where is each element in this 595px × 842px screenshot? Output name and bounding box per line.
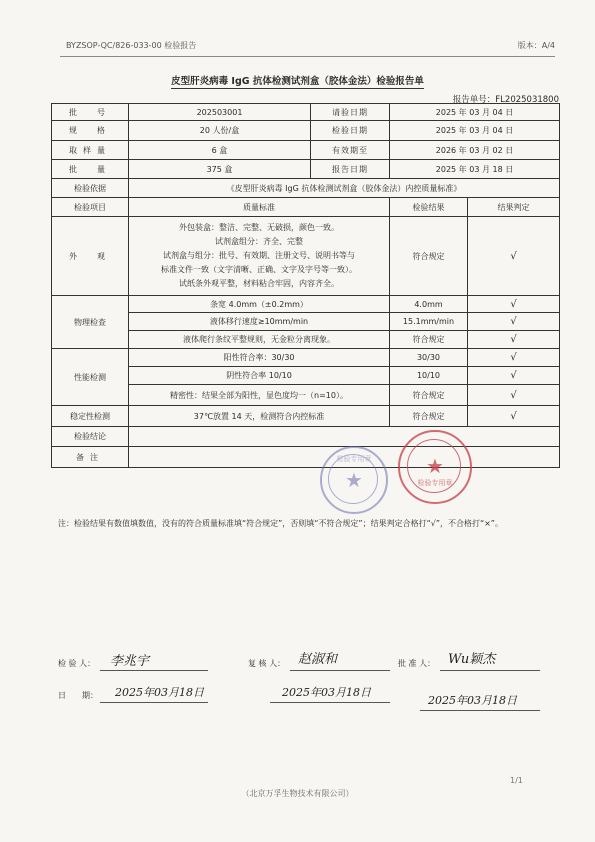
approver-date: 2025年03月18日 [428, 694, 517, 707]
standard-line: 标准文件一致（文字清晰、正确、文字及字号等一致）。 [161, 265, 357, 274]
appearance-judgement: √ [468, 217, 560, 296]
performance-standard: 阳性符合率：30/30 [129, 349, 390, 367]
performance-row [52, 367, 560, 385]
stability-result: 符合规定 [390, 406, 468, 427]
remarks-row [52, 447, 560, 468]
company-footer: （北京万孚生物技术有限公司） [241, 789, 354, 798]
report-number: 报告单号：FL2025031800 [452, 95, 559, 105]
seal-star-icon: ★ [345, 468, 363, 492]
inspector-date: 2025年03月18日 [115, 686, 204, 699]
performance-judgement: √ [468, 367, 560, 385]
col-result-header: 检验结果 [390, 198, 468, 217]
physical-result: 4.0mm [390, 296, 468, 313]
col-judgement-header: 结果判定 [468, 198, 560, 217]
approver-line [440, 670, 540, 671]
performance-result: 10/10 [390, 367, 468, 385]
group-label: 稳定性检测 [52, 406, 129, 427]
reviewer-date: 2025年03月18日 [282, 686, 371, 699]
request-date-value: 2025 年 03 月 04 日 [390, 104, 560, 121]
approver-signature: Wu颖杰 [448, 652, 496, 667]
physical-judgement: √ [468, 331, 560, 349]
physical-judgement: √ [468, 296, 560, 313]
group-label: 备注 [52, 447, 129, 468]
appearance-result: 符合规定 [390, 217, 468, 296]
batch-value: 202503001 [129, 104, 311, 121]
basis-label: 检验依据 [52, 179, 129, 198]
approver-label: 批 准 人： [398, 659, 436, 668]
physical-standard: 条宽 4.0mm（±0.2mm） [129, 296, 390, 313]
standard-line: 试剂盒组分：齐全、完整 [215, 237, 303, 246]
inspect-date-label: 检验日期 [311, 121, 390, 141]
info-row [52, 121, 560, 141]
group-label: 性能检测 [52, 349, 129, 406]
expiry-label: 有效期至 [311, 141, 390, 160]
request-date-label: 请验日期 [311, 104, 390, 121]
expiry-value: 2026 年 03 月 02 日 [390, 141, 560, 160]
basis-value: 《皮型肝炎病毒 IgG 抗体检测试剂盒（胶体金法）内控质量标准》 [129, 179, 560, 198]
report-date-label: 报告日期 [311, 160, 390, 179]
inspection-table [51, 103, 560, 468]
red-inspection-seal [398, 430, 472, 504]
inspector-signature: 李兆宇 [110, 654, 150, 669]
stability-row [52, 406, 560, 427]
doc-version: 版本：A/4 [517, 41, 555, 50]
inspector-label: 检 验 人： [58, 659, 96, 668]
group-label: 外 观 [52, 217, 129, 296]
lot-size-value: 375 盒 [129, 160, 311, 179]
physical-standard: 液体爬行条纹平整规则，无金粒分离现象。 [129, 331, 390, 349]
stability-judgement: √ [468, 406, 560, 427]
basis-row [52, 179, 560, 198]
seal-star-icon: ★ [426, 454, 444, 478]
col-standard-header: 质量标准 [129, 198, 390, 217]
stability-standard: 37℃放置 14 天，检测符合内控标准 [129, 406, 390, 427]
performance-judgement: √ [468, 349, 560, 367]
info-row [52, 160, 560, 179]
reviewer-label: 复 核 人： [248, 659, 286, 668]
conclusion-value [129, 427, 560, 447]
col-item-header: 检验项目 [52, 198, 129, 217]
page-number: 1/1 [510, 776, 523, 785]
inspect-date-value: 2025 年 03 月 04 日 [390, 121, 560, 141]
seal-text: 检验专用章 [336, 455, 372, 463]
physical-judgement: √ [468, 313, 560, 331]
appearance-standard [129, 217, 390, 296]
performance-standard: 精密性：结果全部为阳性，显色度均一（n=10）。 [129, 385, 390, 406]
standard-line: 试剂盒与组分：批号、有效期、注册文号、说明书等与 [163, 251, 355, 260]
sample-qty-label: 取样量 [52, 141, 129, 160]
reviewer-signature: 赵淑和 [298, 652, 338, 667]
performance-row [52, 385, 560, 406]
info-row [52, 141, 560, 160]
standard-line: 外包装盒：整洁、完整、无破损，颜色一致。 [179, 223, 339, 232]
performance-row [52, 349, 560, 367]
column-header-row [52, 198, 560, 217]
performance-standard: 阴性符合率 10/10 [129, 367, 390, 385]
lot-size-label: 批 量 [52, 160, 129, 179]
standard-line: 试纸条外观平整，材料粘合牢固，内容齐全。 [179, 279, 339, 288]
spec-label: 规 格 [52, 121, 129, 141]
sample-qty-value: 6 盒 [129, 141, 311, 160]
performance-result: 30/30 [390, 349, 468, 367]
report-date-value: 2025 年 03 月 18 日 [390, 160, 560, 179]
date-line [100, 702, 208, 703]
performance-result: 符合规定 [390, 385, 468, 406]
group-label: 检验结论 [52, 427, 129, 447]
batch-label: 批 号 [52, 104, 129, 121]
footnote: 注：检验结果有数值填数值，没有的符合质量标准填“符合规定”，否则填“不符合规定”；结果判定合格打“√”，不合格打“×”。 [58, 519, 503, 528]
spec-value: 20 人份/盒 [129, 121, 311, 141]
group-label: 物理检查 [52, 296, 129, 349]
seal-text: 检验专用章 [417, 479, 453, 487]
physical-row [52, 331, 560, 349]
physical-result: 符合规定 [390, 331, 468, 349]
inspector-line [100, 670, 208, 671]
doc-code: BYZSOP-QC/826-033-00 检验报告 [66, 41, 197, 50]
physical-standard: 液体移行速度≥10mm/min [129, 313, 390, 331]
date-line [420, 710, 540, 711]
info-row [52, 104, 560, 121]
report-title: 皮型肝炎病毒 IgG 抗体检测试剂盒（胶体金法）检验报告单 [171, 76, 424, 87]
physical-row [52, 313, 560, 331]
conclusion-row [52, 427, 560, 447]
date-line [270, 702, 390, 703]
date-label: 日 期： [58, 691, 98, 700]
performance-judgement: √ [468, 385, 560, 406]
appearance-row [52, 217, 560, 296]
blue-inspection-seal [320, 446, 388, 514]
header-divider [60, 56, 555, 57]
physical-row [52, 296, 560, 313]
reviewer-line [290, 670, 390, 671]
physical-result: 15.1mm/min [390, 313, 468, 331]
